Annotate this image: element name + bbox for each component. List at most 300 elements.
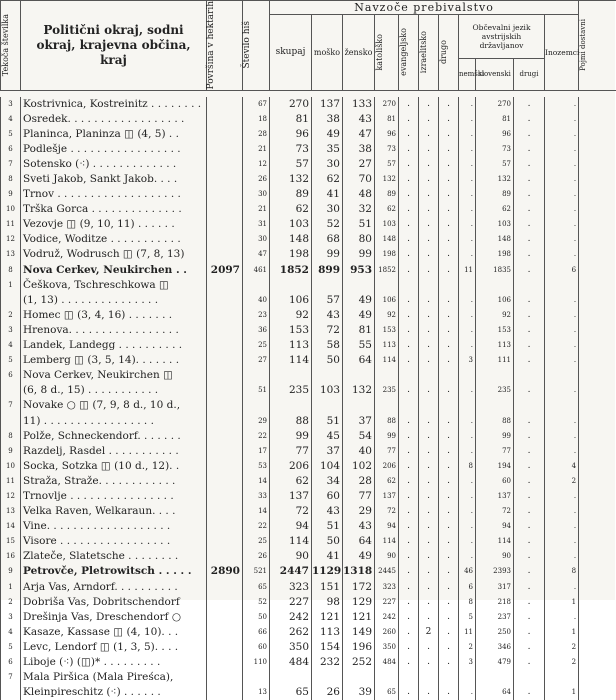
israelite-value: . bbox=[419, 489, 439, 504]
evangelical-value: . bbox=[399, 383, 419, 398]
slovene-value: 194 bbox=[476, 459, 514, 474]
male-value: 51 bbox=[312, 519, 343, 534]
catholic-value: 242 bbox=[375, 610, 399, 625]
table-row bbox=[1, 293, 616, 308]
other-language-value: . bbox=[514, 610, 545, 625]
slovene-value: 77 bbox=[476, 444, 514, 459]
total-value: 62 bbox=[270, 202, 312, 217]
place-name: Razdelj, Rasdel . . . . . . . . . . . bbox=[21, 444, 207, 459]
german-value: . bbox=[459, 323, 476, 338]
evangelical-value: . bbox=[399, 655, 419, 670]
other-religion-value: . bbox=[439, 323, 459, 338]
slovene-value bbox=[476, 670, 514, 685]
other-language-value: . bbox=[514, 157, 545, 172]
row-number: 12 bbox=[1, 232, 21, 247]
israelite-value: . bbox=[419, 564, 439, 579]
place-name: Polže, Schneckendorf. . . . . . . bbox=[21, 429, 207, 444]
other-religion-value: . bbox=[439, 247, 459, 262]
other-language-value: . bbox=[514, 534, 545, 549]
israelite-value: . bbox=[419, 383, 439, 398]
female-value: 149 bbox=[343, 625, 375, 640]
german-value: . bbox=[459, 534, 476, 549]
foreigners-value: 4 bbox=[545, 459, 579, 474]
male-value: 43 bbox=[312, 308, 343, 323]
other-religion-value: . bbox=[439, 187, 459, 202]
foreigners-value: 1 bbox=[545, 595, 579, 610]
female-value: 172 bbox=[343, 580, 375, 595]
male-value: 68 bbox=[312, 232, 343, 247]
catholic-value: 81 bbox=[375, 112, 399, 127]
houses-value: 36 bbox=[243, 323, 270, 338]
israelite-value: . bbox=[419, 580, 439, 595]
total-value: 99 bbox=[270, 429, 312, 444]
other-religion-value: . bbox=[439, 127, 459, 142]
other-religion-value: . bbox=[439, 610, 459, 625]
table-row bbox=[1, 398, 616, 413]
last-column bbox=[579, 625, 616, 640]
catholic-value: 77 bbox=[375, 444, 399, 459]
evangelical-value bbox=[399, 368, 419, 383]
evangelical-value: . bbox=[399, 640, 419, 655]
slovene-value: 94 bbox=[476, 519, 514, 534]
german-value bbox=[459, 368, 476, 383]
female-value: 49 bbox=[343, 549, 375, 564]
german-value: . bbox=[459, 172, 476, 187]
evangelical-value: . bbox=[399, 127, 419, 142]
header-israelite: izraelitsko bbox=[419, 15, 439, 91]
male-value: 50 bbox=[312, 534, 343, 549]
foreigners-value: . bbox=[545, 172, 579, 187]
houses-value: 52 bbox=[243, 595, 270, 610]
slovene-value: 148 bbox=[476, 232, 514, 247]
last-column bbox=[579, 610, 616, 625]
table-row bbox=[1, 172, 616, 187]
table-row bbox=[1, 459, 616, 474]
houses-value: 110 bbox=[243, 655, 270, 670]
evangelical-value: . bbox=[399, 413, 419, 428]
other-language-value: . bbox=[514, 640, 545, 655]
place-name: Sotensko (⁖) . . . . . . . . . . . . . bbox=[21, 157, 207, 172]
female-value: 196 bbox=[343, 640, 375, 655]
israelite-value: . bbox=[419, 504, 439, 519]
place-name: Planinca, Planinza ◫ (4, 5) . . bbox=[21, 127, 207, 142]
female-value: 64 bbox=[343, 353, 375, 368]
female-value: 51 bbox=[343, 217, 375, 232]
other-religion-value: . bbox=[439, 459, 459, 474]
german-value: . bbox=[459, 338, 476, 353]
other-religion-value: . bbox=[439, 413, 459, 428]
male-value: 57 bbox=[312, 293, 343, 308]
german-value: . bbox=[459, 489, 476, 504]
houses-value bbox=[243, 398, 270, 413]
houses-value: 14 bbox=[243, 474, 270, 489]
other-language-value: . bbox=[514, 625, 545, 640]
table-row bbox=[1, 308, 616, 323]
last-column bbox=[579, 670, 616, 685]
evangelical-value: . bbox=[399, 489, 419, 504]
houses-value: 521 bbox=[243, 564, 270, 579]
other-language-value: . bbox=[514, 308, 545, 323]
male-value: 232 bbox=[312, 655, 343, 670]
evangelical-value: . bbox=[399, 217, 419, 232]
area-value bbox=[207, 474, 243, 489]
houses-value bbox=[243, 278, 270, 293]
houses-value: 23 bbox=[243, 308, 270, 323]
total-value: 77 bbox=[270, 444, 312, 459]
last-column bbox=[579, 308, 616, 323]
evangelical-value: . bbox=[399, 474, 419, 489]
evangelical-value: . bbox=[399, 112, 419, 127]
row-number: 6 bbox=[1, 142, 21, 157]
last-column bbox=[579, 640, 616, 655]
other-language-value: . bbox=[514, 323, 545, 338]
row-number: 16 bbox=[1, 549, 21, 564]
male-value: 30 bbox=[312, 202, 343, 217]
foreigners-value: 8 bbox=[545, 564, 579, 579]
evangelical-value: . bbox=[399, 97, 419, 112]
row-number bbox=[1, 685, 21, 700]
foreigners-value bbox=[545, 398, 579, 413]
houses-value: 67 bbox=[243, 97, 270, 112]
other-religion-value: . bbox=[439, 263, 459, 278]
german-value: . bbox=[459, 112, 476, 127]
table-row bbox=[1, 489, 616, 504]
slovene-value: 132 bbox=[476, 172, 514, 187]
last-column bbox=[579, 97, 616, 112]
table-row bbox=[1, 610, 616, 625]
israelite-value: . bbox=[419, 429, 439, 444]
header-houses: Število hiš bbox=[243, 1, 270, 91]
total-value: 106 bbox=[270, 293, 312, 308]
other-religion-value: . bbox=[439, 157, 459, 172]
slovene-value bbox=[476, 398, 514, 413]
place-name: Zlateče, Slatetsche . . . . . . . . bbox=[21, 549, 207, 564]
row-number bbox=[1, 413, 21, 428]
row-number: 4 bbox=[1, 338, 21, 353]
israelite-value: . bbox=[419, 263, 439, 278]
female-value: 102 bbox=[343, 459, 375, 474]
slovene-value: 73 bbox=[476, 142, 514, 157]
other-religion-value: . bbox=[439, 338, 459, 353]
table-row bbox=[1, 640, 616, 655]
female-value: 252 bbox=[343, 655, 375, 670]
foreigners-value: . bbox=[545, 157, 579, 172]
slovene-value: 88 bbox=[476, 413, 514, 428]
total-value: 270 bbox=[270, 97, 312, 112]
evangelical-value: . bbox=[399, 549, 419, 564]
catholic-value: 92 bbox=[375, 308, 399, 323]
area-value bbox=[207, 112, 243, 127]
israelite-value: . bbox=[419, 172, 439, 187]
catholic-value bbox=[375, 398, 399, 413]
place-name: Arja Vas, Arndorf. . . . . . . . . . bbox=[21, 580, 207, 595]
israelite-value: . bbox=[419, 444, 439, 459]
houses-value: 29 bbox=[243, 413, 270, 428]
slovene-value: 106 bbox=[476, 293, 514, 308]
houses-value: 22 bbox=[243, 519, 270, 534]
german-value bbox=[459, 278, 476, 293]
header-foreigners: Inozemci bbox=[545, 15, 579, 91]
israelite-value: . bbox=[419, 413, 439, 428]
table-row bbox=[1, 655, 616, 670]
male-value: 43 bbox=[312, 504, 343, 519]
male-value: 98 bbox=[312, 595, 343, 610]
foreigners-value: 2 bbox=[545, 474, 579, 489]
german-value bbox=[459, 398, 476, 413]
last-column bbox=[579, 459, 616, 474]
female-value: 64 bbox=[343, 534, 375, 549]
header-catholic: katoliško bbox=[375, 15, 399, 91]
other-religion-value: . bbox=[439, 202, 459, 217]
other-language-value: . bbox=[514, 595, 545, 610]
catholic-value: 198 bbox=[375, 247, 399, 262]
other-language-value bbox=[514, 278, 545, 293]
row-number bbox=[1, 293, 21, 308]
last-column bbox=[579, 474, 616, 489]
place-name: Vodruž, Wodrusch ◫ (7, 8, 13) bbox=[21, 247, 207, 262]
female-value: 99 bbox=[343, 247, 375, 262]
german-value: 6 bbox=[459, 580, 476, 595]
other-religion-value: . bbox=[439, 519, 459, 534]
foreigners-value: . bbox=[545, 187, 579, 202]
table-row bbox=[1, 549, 616, 564]
last-column bbox=[579, 263, 616, 278]
female-value: 80 bbox=[343, 232, 375, 247]
last-column bbox=[579, 172, 616, 187]
german-value: . bbox=[459, 142, 476, 157]
area-value bbox=[207, 670, 243, 685]
german-value: . bbox=[459, 383, 476, 398]
table-row bbox=[1, 217, 616, 232]
slovene-value: 90 bbox=[476, 549, 514, 564]
evangelical-value: . bbox=[399, 610, 419, 625]
slovene-value: 479 bbox=[476, 655, 514, 670]
israelite-value: . bbox=[419, 595, 439, 610]
row-number: 9 bbox=[1, 187, 21, 202]
place-name: Trnovlje . . . . . . . . . . . . . . . . bbox=[21, 489, 207, 504]
table-row bbox=[1, 429, 616, 444]
foreigners-value: . bbox=[545, 489, 579, 504]
other-religion-value: . bbox=[439, 474, 459, 489]
evangelical-value: . bbox=[399, 519, 419, 534]
place-name: Kleinpireschitz (⁖) . . . . . . bbox=[21, 685, 207, 700]
female-value: 39 bbox=[343, 685, 375, 700]
census-table-body bbox=[1, 90, 616, 700]
slovene-value bbox=[476, 278, 514, 293]
german-value: . bbox=[459, 217, 476, 232]
houses-value: 13 bbox=[243, 685, 270, 700]
israelite-value: . bbox=[419, 655, 439, 670]
last-column bbox=[579, 564, 616, 579]
german-value: 11 bbox=[459, 263, 476, 278]
houses-value: 28 bbox=[243, 127, 270, 142]
female-value: 48 bbox=[343, 187, 375, 202]
slovene-value: 113 bbox=[476, 338, 514, 353]
german-value: 8 bbox=[459, 459, 476, 474]
header-other-religion: drugo bbox=[439, 15, 459, 91]
female-value bbox=[343, 278, 375, 293]
total-value bbox=[270, 278, 312, 293]
german-value: 11 bbox=[459, 625, 476, 640]
catholic-value: 99 bbox=[375, 429, 399, 444]
header-language-group: Občevalni jezik avstrijskih državljanov bbox=[459, 15, 545, 59]
total-value: 242 bbox=[270, 610, 312, 625]
foreigners-value: . bbox=[545, 504, 579, 519]
total-value: 103 bbox=[270, 217, 312, 232]
slovene-value: 218 bbox=[476, 595, 514, 610]
place-name: 11) . . . . . . . . . . . . . . . . . bbox=[21, 413, 207, 428]
other-religion-value: . bbox=[439, 640, 459, 655]
german-value: . bbox=[459, 187, 476, 202]
total-value: 89 bbox=[270, 187, 312, 202]
houses-value: 65 bbox=[243, 580, 270, 595]
other-language-value: . bbox=[514, 202, 545, 217]
table-row bbox=[1, 580, 616, 595]
catholic-value: 153 bbox=[375, 323, 399, 338]
last-column bbox=[579, 202, 616, 217]
german-value: 46 bbox=[459, 564, 476, 579]
table-row bbox=[1, 323, 616, 338]
foreigners-value: . bbox=[545, 247, 579, 262]
slovene-value: 137 bbox=[476, 489, 514, 504]
place-name: (1, 13) . . . . . . . . . . . . . . . bbox=[21, 293, 207, 308]
other-language-value: . bbox=[514, 413, 545, 428]
german-value: . bbox=[459, 232, 476, 247]
female-value: 121 bbox=[343, 610, 375, 625]
last-column bbox=[579, 413, 616, 428]
other-language-value: . bbox=[514, 172, 545, 187]
israelite-value: . bbox=[419, 157, 439, 172]
female-value: 40 bbox=[343, 444, 375, 459]
foreigners-value: . bbox=[545, 293, 579, 308]
evangelical-value: . bbox=[399, 429, 419, 444]
row-number: 5 bbox=[1, 640, 21, 655]
catholic-value: 484 bbox=[375, 655, 399, 670]
israelite-value bbox=[419, 398, 439, 413]
total-value: 96 bbox=[270, 127, 312, 142]
other-language-value bbox=[514, 398, 545, 413]
area-value bbox=[207, 655, 243, 670]
catholic-value: 89 bbox=[375, 187, 399, 202]
other-language-value: . bbox=[514, 97, 545, 112]
german-value: 8 bbox=[459, 595, 476, 610]
header-total: skupaj bbox=[270, 15, 312, 91]
female-value: 43 bbox=[343, 519, 375, 534]
houses-value: 26 bbox=[243, 172, 270, 187]
german-value: . bbox=[459, 308, 476, 323]
catholic-value: 114 bbox=[375, 353, 399, 368]
table-row bbox=[1, 413, 616, 428]
other-religion-value: . bbox=[439, 353, 459, 368]
german-value: . bbox=[459, 685, 476, 700]
houses-value: 17 bbox=[243, 444, 270, 459]
german-value: . bbox=[459, 474, 476, 489]
place-name: Nova Cerkev, Neukirchen . . bbox=[21, 263, 207, 278]
row-number: 10 bbox=[1, 459, 21, 474]
israelite-value: . bbox=[419, 217, 439, 232]
evangelical-value: . bbox=[399, 247, 419, 262]
last-column bbox=[579, 112, 616, 127]
evangelical-value bbox=[399, 398, 419, 413]
other-language-value: . bbox=[514, 489, 545, 504]
row-number: 8 bbox=[1, 429, 21, 444]
israelite-value: . bbox=[419, 202, 439, 217]
german-value: . bbox=[459, 127, 476, 142]
place-name: Landek, Landegg . . . . . . . . . . bbox=[21, 338, 207, 353]
male-value: 51 bbox=[312, 413, 343, 428]
place-name: (6, 8 d., 15) . . . . . . . . . . . bbox=[21, 383, 207, 398]
table-row bbox=[1, 112, 616, 127]
israelite-value: 2 bbox=[419, 625, 439, 640]
foreigners-value: 2 bbox=[545, 655, 579, 670]
foreigners-value: 1 bbox=[545, 625, 579, 640]
catholic-value: 88 bbox=[375, 413, 399, 428]
israelite-value: . bbox=[419, 308, 439, 323]
total-value: 198 bbox=[270, 247, 312, 262]
german-value: . bbox=[459, 519, 476, 534]
houses-value: 47 bbox=[243, 247, 270, 262]
female-value: 81 bbox=[343, 323, 375, 338]
german-value: . bbox=[459, 247, 476, 262]
foreigners-value: . bbox=[545, 338, 579, 353]
male-value: 45 bbox=[312, 429, 343, 444]
table-row bbox=[1, 670, 616, 685]
last-column bbox=[579, 217, 616, 232]
male-value: 41 bbox=[312, 549, 343, 564]
other-religion-value: . bbox=[439, 383, 459, 398]
evangelical-value: . bbox=[399, 202, 419, 217]
slovene-value: 60 bbox=[476, 474, 514, 489]
row-number: 11 bbox=[1, 474, 21, 489]
houses-value: 60 bbox=[243, 640, 270, 655]
table-row bbox=[1, 444, 616, 459]
foreigners-value: . bbox=[545, 97, 579, 112]
houses-value: 21 bbox=[243, 142, 270, 157]
header-other-language: drugi bbox=[514, 58, 545, 90]
female-value: 1318 bbox=[343, 564, 375, 579]
total-value: 81 bbox=[270, 112, 312, 127]
area-value bbox=[207, 549, 243, 564]
foreigners-value: 1 bbox=[545, 685, 579, 700]
other-language-value: . bbox=[514, 685, 545, 700]
foreigners-value: . bbox=[545, 232, 579, 247]
israelite-value: . bbox=[419, 685, 439, 700]
area-value bbox=[207, 413, 243, 428]
area-value bbox=[207, 534, 243, 549]
place-name: Trška Gorca . . . . . . . . . . . . . . bbox=[21, 202, 207, 217]
evangelical-value: . bbox=[399, 504, 419, 519]
other-religion-value: . bbox=[439, 655, 459, 670]
area-value bbox=[207, 383, 243, 398]
catholic-value: 72 bbox=[375, 504, 399, 519]
male-value: 137 bbox=[312, 97, 343, 112]
table-row bbox=[1, 232, 616, 247]
last-column bbox=[579, 368, 616, 383]
area-value bbox=[207, 338, 243, 353]
houses-value: 22 bbox=[243, 429, 270, 444]
evangelical-value: . bbox=[399, 564, 419, 579]
male-value: 26 bbox=[312, 685, 343, 700]
catholic-value: 65 bbox=[375, 685, 399, 700]
male-value: 41 bbox=[312, 187, 343, 202]
male-value bbox=[312, 670, 343, 685]
female-value: 43 bbox=[343, 112, 375, 127]
houses-value: 31 bbox=[243, 217, 270, 232]
row-number: 13 bbox=[1, 247, 21, 262]
row-number: 9 bbox=[1, 564, 21, 579]
catholic-value: 260 bbox=[375, 625, 399, 640]
other-religion-value: . bbox=[439, 444, 459, 459]
